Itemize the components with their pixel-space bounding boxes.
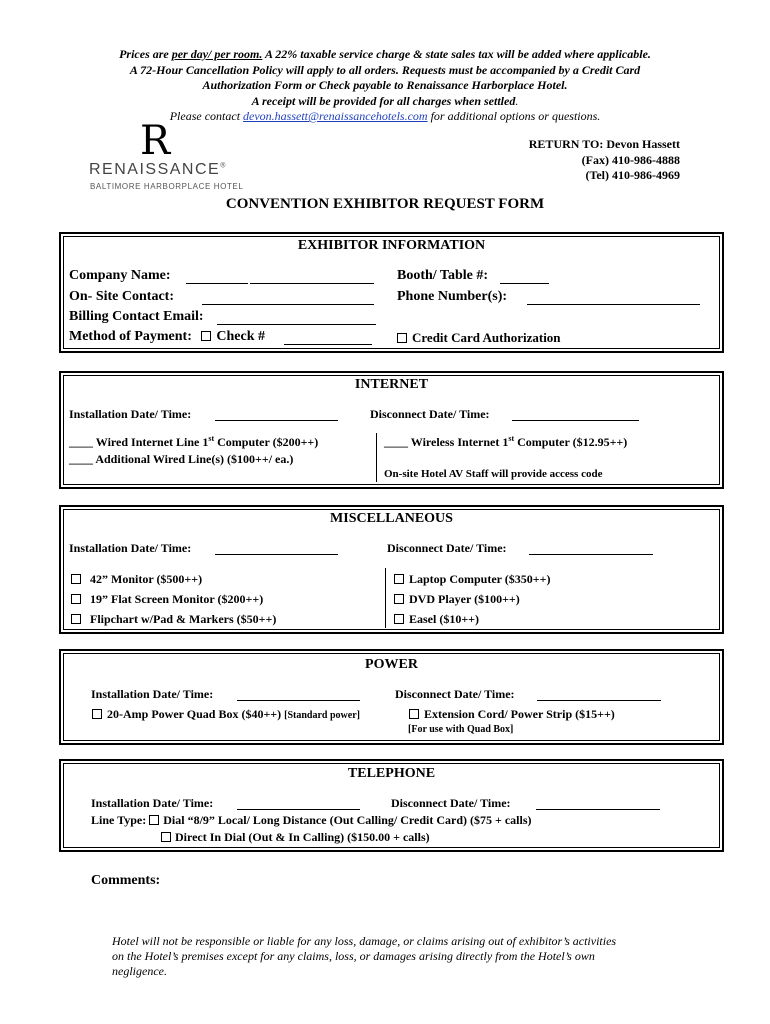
extension-note: [For use with Quad Box] <box>408 724 514 735</box>
onsite-contact-field[interactable] <box>202 304 374 305</box>
intro-line-4: A receipt will be provided for all charges when settled. <box>251 93 519 108</box>
intro-line-1: Prices are per day/ per room. A 22% taxable service charge & state sales tax will be added where applicable. <box>119 47 651 61</box>
liability-disclaimer: Hotel will not be responsible or liable for any loss, damage, or claims arising out of exhibitor’s activities on the Hotel’s premises except for any claims, loss, or damages arising directly from the Hotel’s own negligence. <box>112 934 617 978</box>
misc-disconnect-label: Disconnect Date/ Time: <box>387 541 507 555</box>
additional-wired-option: ____ Additional Wired Line(s) ($100++/ ea.) <box>69 452 294 466</box>
intro-notice <box>0 47 770 125</box>
phone-numbers-label: Phone Number(s): <box>397 289 508 304</box>
misc-item-monitor-19: 19” Flat Screen Monitor ($200++) <box>71 592 263 607</box>
internet-heading: INTERNET <box>354 377 429 392</box>
power-install-field[interactable] <box>237 700 360 701</box>
misc-divider <box>385 568 386 628</box>
contact-email-link[interactable]: devon.hassett@renaissancehotels.com <box>243 109 428 123</box>
company-name-field-extra[interactable] <box>250 283 374 284</box>
wired-line-option: ____ Wired Internet Line 1st Computer ($200++) <box>69 434 319 449</box>
monitor-19-checkbox[interactable] <box>71 594 81 604</box>
power-disconnect-label: Disconnect Date/ Time: <box>395 687 515 701</box>
internet-install-label: Installation Date/ Time: <box>69 407 192 421</box>
easel-checkbox[interactable] <box>394 614 404 624</box>
misc-item-flipchart: Flipchart w/Pad & Markers ($50++) <box>71 612 276 627</box>
wireless-option: ____ Wireless Internet 1st Computer ($12.95++) <box>384 434 628 449</box>
power-disconnect-field[interactable] <box>537 700 661 701</box>
internet-disconnect-field[interactable] <box>512 420 639 421</box>
booth-table-field[interactable] <box>500 283 549 284</box>
company-name-label: Company Name: <box>69 268 171 283</box>
internet-install-field[interactable] <box>215 420 338 421</box>
dial-89-checkbox[interactable] <box>149 815 159 825</box>
intro-line-2: A 72-Hour Cancellation Policy will apply to all orders. Requests must be accompanied by a Credit Card <box>129 62 641 77</box>
intro-line-3: Authorization Form or Check payable to Renaissance Harborplace Hotel. <box>202 78 568 92</box>
misc-item-dvd: DVD Player ($100++) <box>394 592 520 607</box>
laptop-checkbox[interactable] <box>394 574 404 584</box>
access-code-note: On-site Hotel AV Staff will provide access code <box>384 468 603 480</box>
booth-table-label: Booth/ Table #: <box>397 268 489 283</box>
power-install-label: Installation Date/ Time: <box>91 687 214 701</box>
billing-email-label: Billing Contact Email: <box>69 309 204 324</box>
internet-divider <box>376 433 377 482</box>
return-to-block <box>529 137 680 184</box>
return-to-tel: (Tel) 410-986-4969 <box>585 168 680 182</box>
check-payment-checkbox[interactable] <box>201 331 211 341</box>
flipchart-checkbox[interactable] <box>71 614 81 624</box>
telephone-disconnect-label: Disconnect Date/ Time: <box>391 796 511 810</box>
misc-item-monitor-42: 42” Monitor ($500++) <box>71 572 202 587</box>
phone-numbers-field[interactable] <box>527 304 700 305</box>
power-heading: POWER <box>365 657 418 672</box>
company-name-field[interactable] <box>186 283 248 284</box>
line-type-option-1: Line Type: Dial “8/9” Local/ Long Distance (Out Calling/ Credit Card) ($75 + calls) <box>91 813 532 827</box>
telephone-disconnect-field[interactable] <box>536 809 660 810</box>
credit-card-checkbox[interactable] <box>397 333 407 343</box>
misc-install-field[interactable] <box>215 554 338 555</box>
return-to-fax: (Fax) 410-986-4888 <box>581 152 680 167</box>
intro-contact: Please contact devon.hassett@renaissancehotels.com for additional options or questions. <box>169 109 601 123</box>
line-type-option-2: Direct In Dial (Out & In Calling) ($150.00 + calls) <box>161 830 430 845</box>
misc-disconnect-field[interactable] <box>529 554 653 555</box>
payment-method-row: Method of Payment: Check # <box>69 329 265 344</box>
miscellaneous-heading: MISCELLANEOUS <box>330 511 453 526</box>
telephone-install-label: Installation Date/ Time: <box>91 796 214 810</box>
billing-email-field[interactable] <box>217 324 376 325</box>
onsite-contact-label: On- Site Contact: <box>69 289 174 304</box>
telephone-heading: TELEPHONE <box>347 766 436 781</box>
telephone-install-field[interactable] <box>237 809 360 810</box>
quad-box-option: 20-Amp Power Quad Box ($40++) [Standard power] <box>92 707 360 722</box>
extension-cord-checkbox[interactable] <box>409 709 419 719</box>
internet-disconnect-label: Disconnect Date/ Time: <box>370 407 490 421</box>
misc-item-laptop: Laptop Computer ($350++) <box>394 572 550 587</box>
misc-install-label: Installation Date/ Time: <box>69 541 192 555</box>
dvd-checkbox[interactable] <box>394 594 404 604</box>
extension-cord-option: Extension Cord/ Power Strip ($15++) <box>409 707 615 722</box>
logo-subtitle: BALTIMORE HARBORPLACE HOTEL <box>90 182 244 191</box>
renaissance-logo-name: RENAISSANCE® <box>89 161 227 178</box>
return-to-name: RETURN TO: Devon Hassett <box>528 137 680 151</box>
credit-card-option: Credit Card Authorization <box>397 330 561 346</box>
exhibitor-info-heading: EXHIBITOR INFORMATION <box>297 238 486 253</box>
misc-item-easel: Easel ($10++) <box>394 612 479 627</box>
check-number-field[interactable] <box>284 344 372 345</box>
comments-label: Comments: <box>91 873 161 888</box>
quad-box-checkbox[interactable] <box>92 709 102 719</box>
renaissance-logo-mark: R <box>140 118 171 164</box>
direct-dial-checkbox[interactable] <box>161 832 171 842</box>
form-title: CONVENTION EXHIBITOR REQUEST FORM <box>225 196 545 212</box>
monitor-42-checkbox[interactable] <box>71 574 81 584</box>
